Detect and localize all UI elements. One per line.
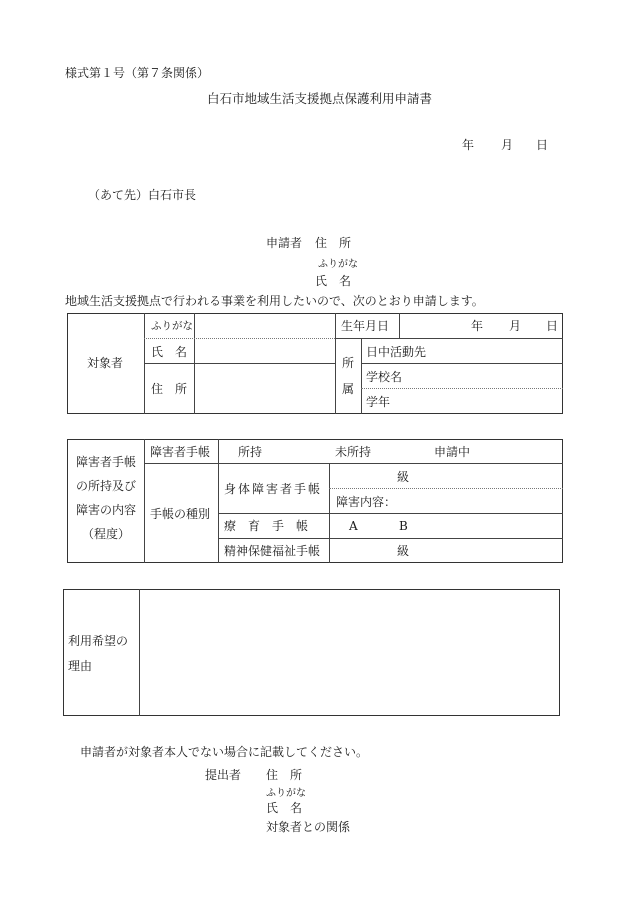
subject-section-label: 対象者 [87, 356, 124, 370]
daytime-activity-label: 日中活動先 [366, 345, 427, 359]
school-grade-label: 学年 [366, 395, 391, 409]
disability-section-line: 障害の内容 [75, 503, 136, 517]
disability-section-line: の所持及び [75, 479, 136, 493]
mental-grade-label: 級 [397, 544, 410, 558]
physical-grade-label: 級 [397, 470, 410, 484]
reason-label-line1: 利用希望の [68, 634, 129, 648]
date-month-label: 月 [501, 138, 514, 152]
mental-card-label: 精神保健福祉手帳 [224, 544, 321, 558]
subject-row-line [361, 363, 563, 364]
subject-name-label: 氏 名 [151, 345, 188, 359]
form-number: 様式第１号（第７条関係） [65, 66, 210, 80]
date-day-label: 日 [536, 138, 549, 152]
reason-input-area[interactable] [141, 591, 558, 714]
physical-card-label: 身体障害者手帳 [224, 482, 323, 496]
submitter-relation-label: 対象者との関係 [266, 820, 351, 834]
disability-dotted-line [329, 488, 563, 489]
affiliation-char-2: 属 [342, 382, 355, 396]
affiliation-char-1: 所 [342, 356, 355, 370]
furigana-dotted-line [144, 338, 335, 339]
subject-divider [335, 313, 336, 414]
subject-divider [361, 338, 362, 414]
disability-row-line [218, 538, 563, 539]
ryoiku-grade-b: B [399, 519, 408, 533]
intro-text: 地域生活支援拠点で行われる事業を利用したいので、次のとおり申請します。 [65, 294, 484, 308]
card-type-label: 手帳の種別 [150, 507, 211, 521]
submitter-label: 提出者 [205, 768, 242, 782]
card-status-applying: 申請中 [434, 445, 471, 459]
disability-row-line [218, 513, 563, 514]
addressee: （あて先）白石市長 [88, 188, 197, 202]
document-title: 白石市地域生活支援拠点保護利用申請書 [207, 91, 433, 106]
ryoiku-card-label: 療 育 手 帳 [224, 519, 309, 533]
applicant-address-label: 住 所 [315, 236, 352, 250]
school-name-label: 学校名 [366, 370, 403, 384]
disability-card-label: 障害者手帳 [150, 445, 211, 459]
birth-year-label: 年 [471, 319, 484, 333]
card-status-owned: 所持 [238, 445, 263, 459]
disability-section-label [70, 455, 142, 541]
subject-row-line [335, 338, 563, 339]
date-year-label: 年 [462, 138, 475, 152]
subject-furigana-label: ふりがな [151, 320, 193, 332]
disability-row-line [144, 463, 563, 464]
ryoiku-grade-a: A [349, 519, 358, 533]
birth-date-label: 生年月日 [341, 319, 390, 333]
card-status-not-owned: 未所持 [335, 445, 372, 459]
birth-day-label: 日 [546, 319, 559, 333]
disability-detail-label: 障害内容： [336, 495, 397, 509]
birth-month-label: 月 [509, 319, 522, 333]
subject-dotted-line [361, 388, 563, 389]
applicant-name-label: 氏 名 [315, 274, 352, 288]
disability-section-line: （程度） [81, 527, 130, 541]
applicant-label: 申請者 [266, 236, 303, 250]
subject-divider [399, 313, 400, 338]
disability-divider [144, 439, 145, 563]
disability-divider [218, 439, 219, 563]
subject-row-line [144, 363, 335, 364]
submitter-address-label: 住 所 [266, 768, 303, 782]
disability-section-line: 障害者手帳 [75, 455, 136, 469]
reason-divider [139, 589, 140, 716]
submitter-note: 申請者が対象者本人でない場合に記載してください。 [80, 745, 369, 759]
reason-label-line2: 理由 [68, 659, 93, 673]
submitter-name-label: 氏 名 [266, 801, 303, 815]
submitter-furigana-label: ふりがな [266, 788, 306, 799]
subject-address-label: 住 所 [151, 382, 188, 396]
applicant-furigana-label: ふりがな [318, 259, 358, 270]
